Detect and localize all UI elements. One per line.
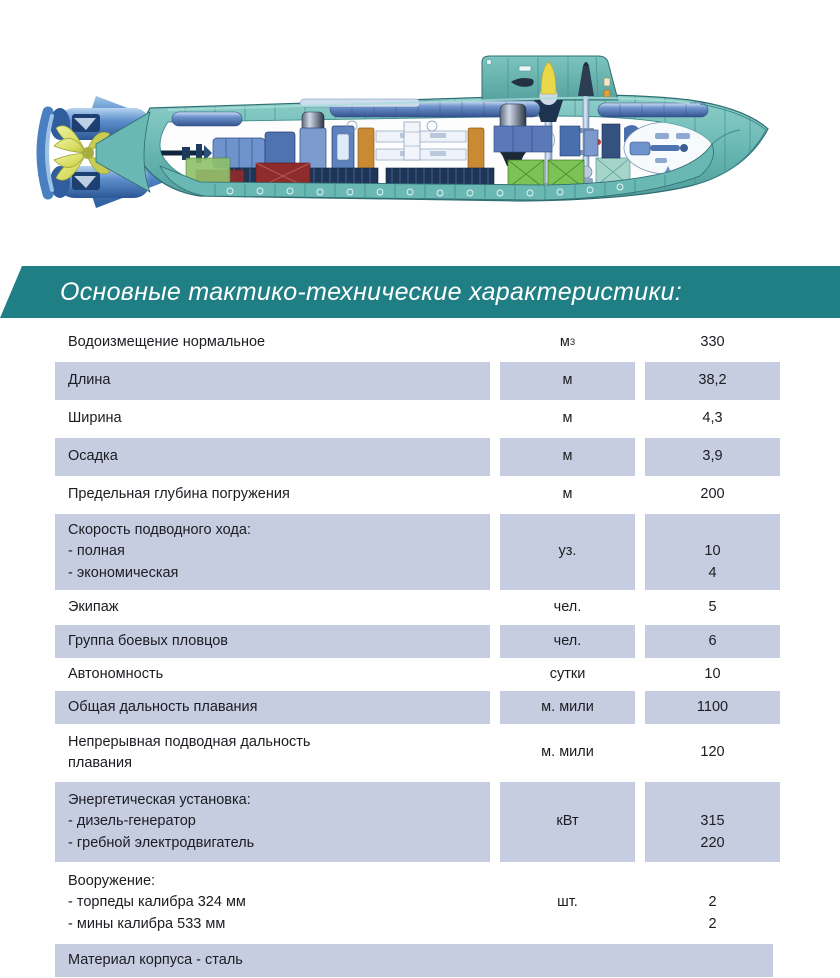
- spec-unit: м: [500, 438, 635, 476]
- column-gap: [490, 862, 500, 944]
- spec-name: [55, 862, 490, 944]
- table-row: [0, 400, 840, 438]
- spec-value: [645, 514, 780, 590]
- column-gap: [490, 782, 500, 862]
- column-gap: [635, 362, 645, 400]
- spec-name-title: Скорость подводного хода:: [68, 522, 251, 539]
- column-gap: [635, 625, 645, 658]
- unit-exponent: 3: [569, 337, 576, 349]
- column-gap: [490, 438, 500, 476]
- table-row: [0, 944, 840, 977]
- unit-base: м: [559, 334, 570, 351]
- spec-name: Группа боевых пловцов: [55, 625, 490, 658]
- spec-unit: уз.: [500, 514, 635, 590]
- spec-value-line: 10: [704, 543, 721, 560]
- column-gap: [635, 476, 645, 514]
- spec-name: Экипаж: [68, 598, 119, 615]
- spec-name: Общая дальность плавания: [55, 691, 490, 724]
- spec-value: 6: [645, 625, 780, 658]
- spec-unit: м: [500, 362, 635, 400]
- spec-value-line: 2: [708, 894, 717, 911]
- column-gap: [490, 362, 500, 400]
- column-gap: [635, 782, 645, 862]
- spec-value: 5: [708, 598, 717, 615]
- table-row: [0, 782, 840, 862]
- spec-unit: чел.: [553, 598, 582, 615]
- spec-name: Материал корпуса - сталь: [55, 944, 773, 977]
- submarine-illustration: [0, 0, 840, 258]
- column-gap: [635, 724, 645, 782]
- spec-value: 10: [704, 665, 721, 682]
- spec-value-line: 315: [700, 813, 725, 830]
- column-gap: [635, 514, 645, 590]
- page-title: Основные тактико-технические характеристики:: [60, 277, 683, 306]
- spec-unit: кВт: [500, 782, 635, 862]
- spec-name-title: Энергетическая установка:: [68, 792, 251, 809]
- spec-name: Предельная глубина погружения: [68, 486, 290, 503]
- spec-name: [55, 724, 490, 782]
- spec-subline: - дизель-генератор: [68, 813, 196, 830]
- column-gap: [490, 724, 500, 782]
- table-row: [0, 691, 840, 724]
- spec-unit: шт.: [557, 894, 578, 911]
- section-header: [0, 266, 840, 318]
- spec-value-line: 220: [700, 834, 725, 851]
- table-row: [0, 438, 840, 476]
- column-gap: [490, 625, 500, 658]
- column-gap: [635, 438, 645, 476]
- column-gap: [635, 400, 645, 438]
- table-row: [0, 514, 840, 590]
- spec-subline: - гребной электродвигатель: [68, 834, 255, 851]
- spec-subline: - мины калибра 533 мм: [68, 915, 226, 932]
- spec-name: [55, 782, 490, 862]
- spec-unit: м: [562, 486, 573, 503]
- column-gap: [490, 658, 500, 691]
- column-gap: [635, 324, 645, 362]
- spec-name: Длина: [55, 362, 490, 400]
- table-row: [0, 862, 840, 944]
- spec-value: 38,2: [645, 362, 780, 400]
- spec-name: Водоизмещение нормальное: [68, 334, 266, 351]
- spec-name: Ширина: [68, 410, 122, 427]
- table-row: [0, 476, 840, 514]
- spec-value: 1100: [645, 691, 780, 724]
- spec-value-line: 2: [708, 915, 717, 932]
- column-gap: [635, 691, 645, 724]
- table-row: [0, 324, 840, 362]
- column-gap: [635, 658, 645, 691]
- spec-value: 4,3: [702, 410, 723, 427]
- spec-name-title: Вооружение:: [68, 873, 156, 890]
- table-row: [0, 724, 840, 782]
- spec-name: Автономность: [68, 665, 164, 682]
- column-gap: [490, 324, 500, 362]
- specifications-table: [0, 318, 840, 977]
- column-gap: [490, 590, 500, 625]
- spec-name: [55, 514, 490, 590]
- column-gap: [490, 476, 500, 514]
- spec-value: 120: [700, 744, 725, 761]
- column-gap: [635, 862, 645, 944]
- spec-value: [645, 862, 780, 944]
- spec-subline: - экономическая: [68, 564, 179, 581]
- spec-value-line: 4: [708, 564, 717, 581]
- propeller-shroud: [42, 112, 52, 194]
- spec-unit: чел.: [500, 625, 635, 658]
- spec-subline: - торпеды калибра 324 мм: [68, 894, 246, 911]
- spec-value: [645, 782, 780, 862]
- column-gap: [490, 691, 500, 724]
- spec-unit: м. мили: [500, 691, 635, 724]
- spec-unit: [500, 324, 635, 362]
- spec-name-line: Непрерывная подводная дальность плавания: [68, 733, 311, 771]
- table-row: [0, 362, 840, 400]
- column-gap: [635, 590, 645, 625]
- spec-unit: сутки: [549, 665, 586, 682]
- spec-unit: м: [562, 410, 573, 427]
- spec-unit: м. мили: [541, 744, 594, 761]
- spec-subline: - полная: [68, 543, 125, 560]
- column-gap: [490, 400, 500, 438]
- table-row: [0, 658, 840, 691]
- spec-value: 200: [700, 486, 725, 503]
- table-row: [0, 590, 840, 625]
- spec-value: 3,9: [645, 438, 780, 476]
- spec-name: Осадка: [55, 438, 490, 476]
- spec-value: 330: [700, 334, 725, 351]
- table-row: [0, 625, 840, 658]
- column-gap: [490, 514, 500, 590]
